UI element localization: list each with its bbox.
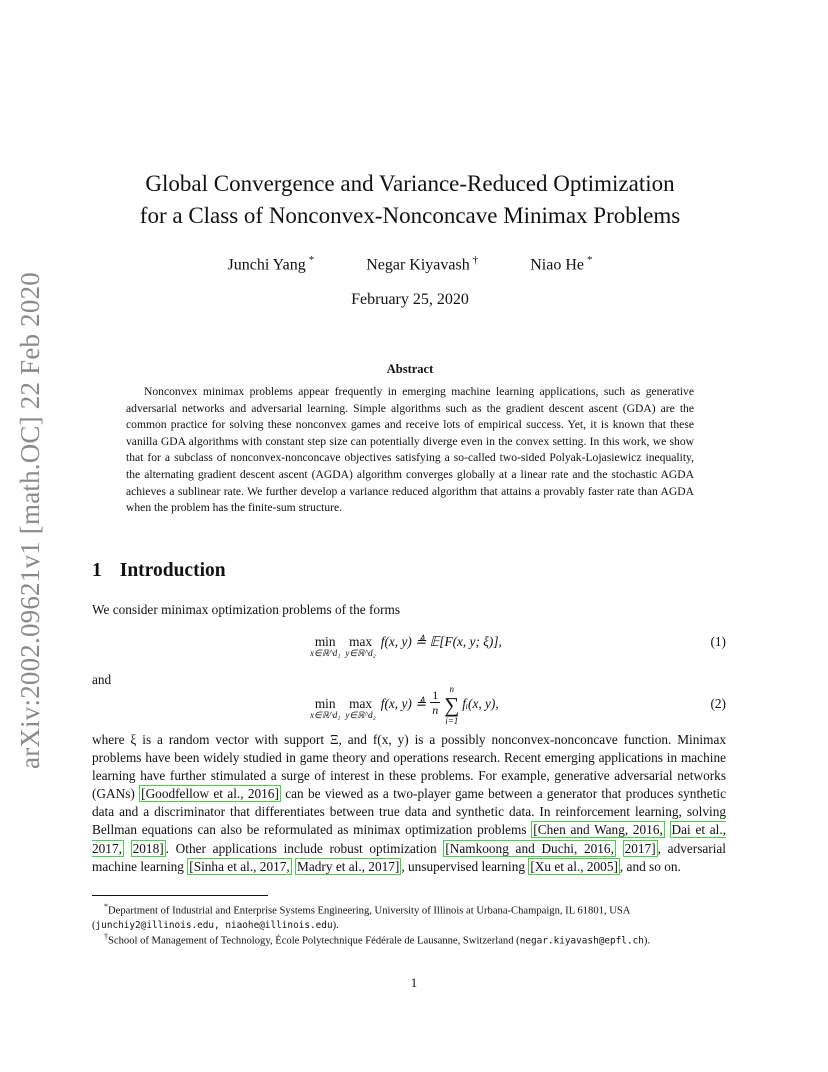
eq2-sum: n ∑ i=1 [444, 684, 460, 726]
para-text-3: . Other applications include robust optimization [165, 840, 444, 856]
para-text-6: , and so on. [619, 858, 681, 874]
arxiv-stamp [8, 271, 52, 769]
author-1-mark: * [308, 254, 315, 266]
eq1-max: max [349, 634, 373, 649]
eq2-min-operator [310, 696, 340, 721]
eq2-frac-den: n [432, 703, 439, 717]
para-text-4: , adversarial machine learning [92, 840, 726, 874]
citation-dai-2018[interactable]: 2018] [132, 840, 164, 856]
eq1-max-operator [345, 634, 375, 659]
section-heading [92, 560, 226, 582]
section-title: Introduction [119, 560, 226, 581]
author-1-name: Junchi Yang [227, 256, 306, 274]
eq1-max-subscript: y∈ℝ^d₂ [345, 648, 376, 658]
citation-xu[interactable]: [Xu et al., 2005] [530, 858, 618, 874]
abstract-heading: Abstract [386, 362, 434, 376]
eq1-min-subscript: x∈ℝ^d₁ [310, 648, 341, 658]
citation-goodfellow[interactable]: [Goodfellow et al., 2016] [141, 786, 279, 802]
para-text-5: , unsupervised learning [401, 858, 529, 874]
author-2-mark: † [472, 254, 479, 266]
eq2-sum-top: n [449, 684, 454, 694]
arxiv-stamp-text: arXiv:2002.09621v1 [math.OC] 22 Feb 2020 [14, 271, 45, 769]
footnote-1-emails[interactable]: junchiy2@illinois.edu, niaohe@illinois.edu [95, 919, 333, 931]
eq2-sum-bottom: i=1 [445, 716, 459, 726]
para-text-1: where ξ is a random vector with support Ξ, and f(x, y) is a possibly nonconvex-nonconcave function. Minimax problems have been widely studied in game theory and operations research. Recent emerging applications in machine learning have further stimulated a surge of interest in these problems. For example, generative adversarial networks (GANs) [92, 732, 726, 802]
citation-chen-wang[interactable]: [Chen and Wang, 2016, [533, 822, 663, 838]
footnote-1-text: Department of Industrial and Enterprise Systems Engineering, University of Illinois at Urbana-Champaign, IL 61801, USA ( [92, 905, 630, 931]
footnote-2 [92, 930, 726, 949]
footnote-1-mark: * [104, 902, 108, 911]
author-3-mark: * [587, 254, 593, 266]
author-2-name: Negar Kiyavash [366, 256, 470, 274]
equation-1 [92, 634, 726, 674]
footnote-rule [92, 895, 268, 896]
intro-lead: We consider minimax optimization problems of the forms [92, 602, 401, 617]
footnote-1 [92, 900, 726, 933]
footnote-2-close: ). [643, 935, 651, 947]
eq1-min-operator [310, 634, 340, 659]
author-2 [366, 254, 478, 274]
eq2-frac-num: 1 [432, 688, 439, 702]
footnote-2-emails[interactable]: negar.kiyavash@epfl.ch [519, 935, 644, 947]
paper-date: February 25, 2020 [351, 291, 469, 308]
eq2-max: max [349, 696, 373, 711]
author-list [100, 254, 720, 274]
eq1-rhs: f(x, y) ≜ 𝔼[F(x, y; ξ)], [380, 634, 502, 649]
eq2-fraction [430, 688, 440, 717]
title-line-2: for a Class of Nonconvex-Nonconcave Minimax Problems [139, 203, 681, 228]
citation-madry[interactable]: Madry et al., 2017] [297, 858, 400, 874]
eq2-max-subscript: y∈ℝ^d₂ [345, 710, 376, 720]
author-3-name: Niao He [530, 256, 584, 274]
and-word: and [92, 672, 112, 687]
footnote-1-close: ). [332, 919, 339, 931]
eq2-rhs: fᵢ(x, y), [462, 696, 499, 711]
page-number: 1 [410, 975, 418, 990]
eq1-min: min [314, 634, 336, 649]
eq2-min-subscript: x∈ℝ^d₁ [310, 710, 341, 720]
eq2-number: (2) [710, 696, 726, 711]
section-number: 1 [92, 560, 102, 581]
citation-namkoong-2016[interactable]: [Namkoong and Duchi, 2016, [445, 840, 614, 856]
eq2-min: min [314, 696, 336, 711]
citation-namkoong-2017[interactable]: 2017] [624, 840, 656, 856]
para-text-2: can be viewed as a two-player game between a generator that produces synthetic data and a discriminator that differentiates between true data and synthetic data. In reinforcement learning, solving Bellman equations can also be reformulated as minimax optimization problems [92, 786, 726, 838]
eq1-number: (1) [710, 634, 726, 649]
author-1 [227, 254, 314, 274]
intro-paragraph [92, 731, 726, 876]
paper-title [100, 168, 720, 232]
equation-2 [92, 684, 726, 736]
citation-dai-2017[interactable]: Dai et al., 2017, [92, 822, 726, 856]
abstract-text: Nonconvex minimax problems appear frequently in emerging machine learning applications, such as generative adversarial networks and adversarial learning. Simple algorithms such as the gradient descent ascent (GDA) are the common practice for solving these nonconvex games and receive lots of empirical success. Yet, it is known that these vanilla GDA algorithms with constant step size can potentially diverge even in the convex setting. In this work, we show that for a subclass of nonconvex-nonconcave objectives satisfying a so-called two-sided Polyak-Lojasiewicz inequality, the alternating gradient descent ascent (AGDA) algorithm converges globally at a linear rate and the stochastic AGDA achieves a sublinear rate. We further develop a variance reduced algorithm that attains a provably faster rate than AGDA when the problem has the finite-sum structure. [126, 385, 694, 515]
citation-sinha[interactable]: [Sinha et al., 2017, [189, 858, 290, 874]
footnote-2-mark: † [104, 932, 108, 941]
eq2-lhs: f(x, y) ≜ [380, 696, 427, 711]
footnote-2-text: School of Management of Technology, École Polytechnique Fédérale de Lausanne, Switzerland ( [108, 935, 520, 947]
eq2-max-operator [345, 696, 375, 721]
title-line-1: Global Convergence and Variance-Reduced Optimization [145, 171, 675, 196]
author-3 [530, 254, 592, 274]
